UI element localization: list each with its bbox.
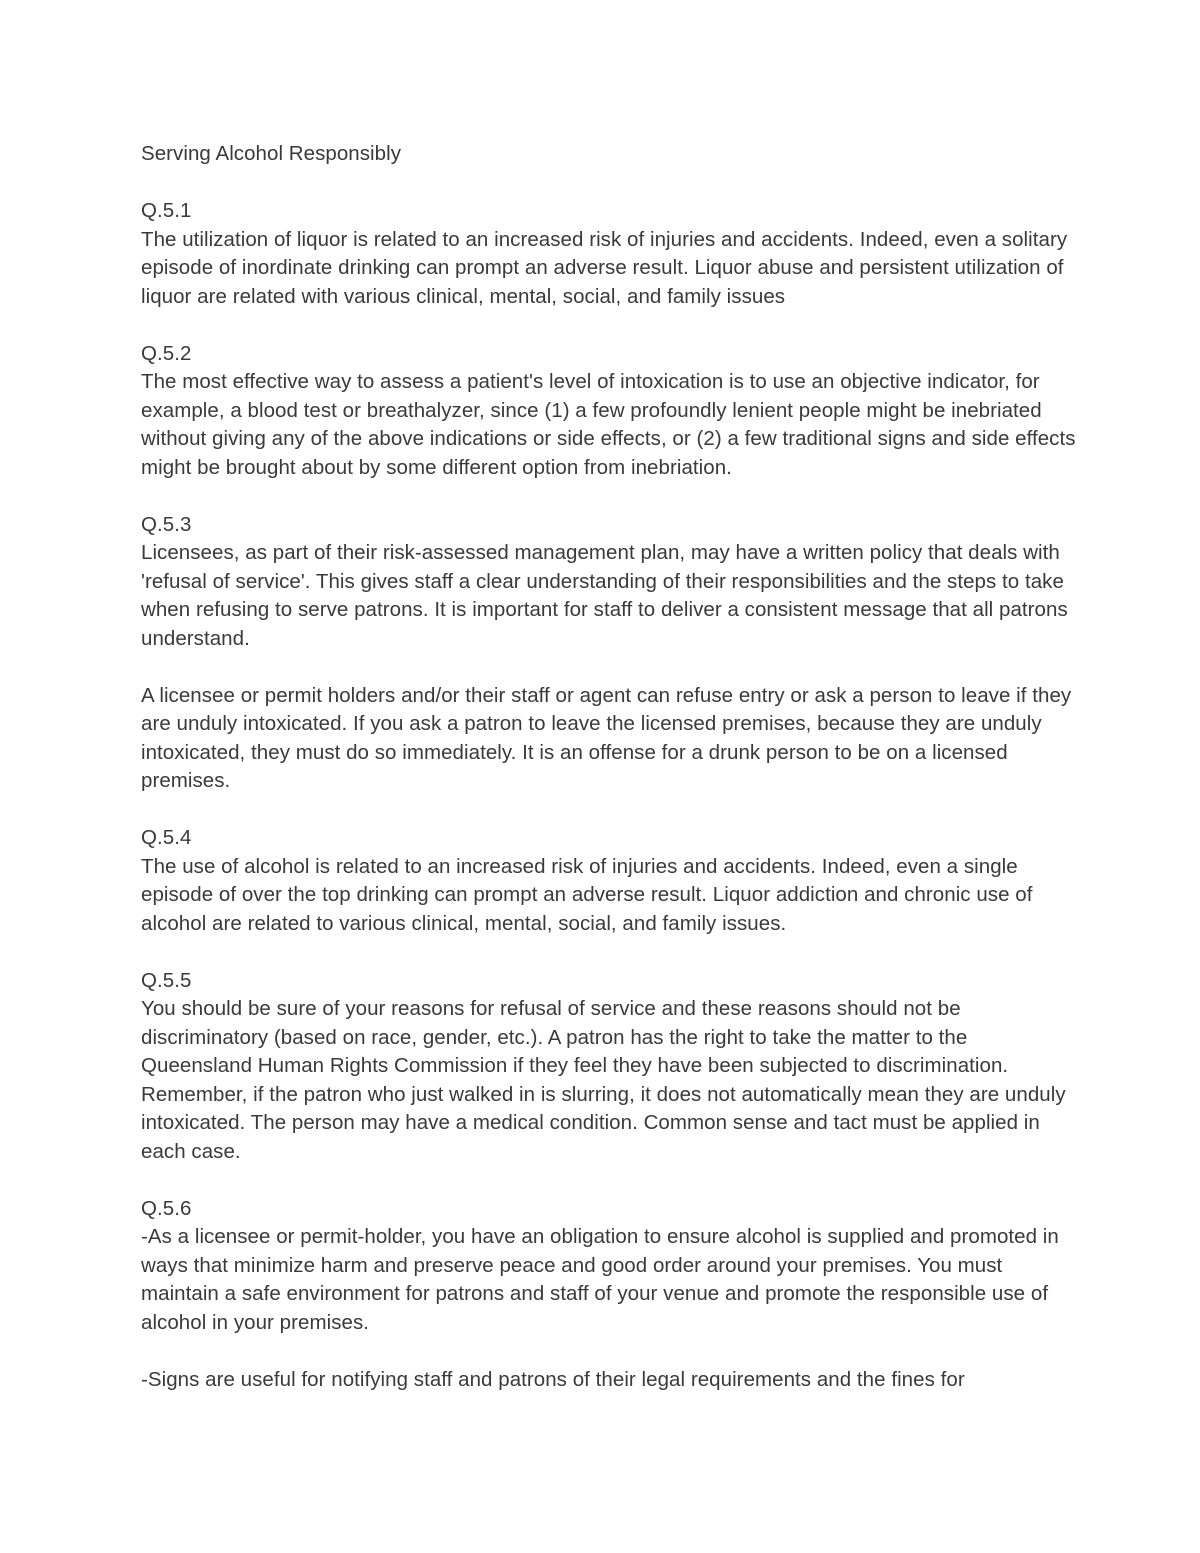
question-section: [141, 197, 1081, 311]
question-label: Q.5.4: [141, 826, 192, 849]
answer-paragraph: -Signs are useful for notifying staff and patrons of their legal requirements and the fines for: [141, 1367, 965, 1391]
question-label: Q.5.2: [141, 341, 192, 365]
document-title: Serving Alcohol Responsibly: [141, 142, 402, 165]
question-section: [141, 824, 1081, 938]
answer-paragraph: -As a licensee or permit-holder, you have an obligation to ensure alcohol is supplied and promoted in ways that minimize harm and preserve peace and good order around your premises. You must maintain a safe environment for patrons and staff of your venue and promote the responsible use of alcohol in your premises.: [141, 1225, 1059, 1334]
question-section: [141, 1195, 1081, 1395]
question-label: Q.5.5: [141, 968, 192, 992]
question-label: Q.5.3: [141, 512, 192, 536]
answer-paragraph: A licensee or permit holders and/or their staff or agent can refuse entry or ask a person to leave if they are unduly intoxicated. If you ask a patron to leave the licensed premises, because they are unduly intoxicated, they must do so immediately. It is an offense for a drunk person to be on a licensed premises.: [141, 683, 1072, 792]
answer-paragraph: Licensees, as part of their risk-assessed management plan, may have a written policy that deals with 'refusal of service'. This gives staff a clear understanding of their responsibilities and the steps to take when refusing to serve patrons. It is important for staff to deliver a consistent message that all patrons understand.: [141, 541, 1068, 650]
answer-paragraph: You should be sure of your reasons for refusal of service and these reasons should not be discriminatory (based on race, gender, etc.). A patron has the right to take the matter to the Queensland Human Rights Commission if they feel they have been subjected to discrimination. Remember, if the patron who just walked in is slurring, it does not automatically mean they are unduly intoxicated. The person may have a medical condition. Common sense and tact must be applied in each case.: [141, 997, 1066, 1163]
document-body: [141, 140, 1081, 1423]
answer-paragraph: The use of alcohol is related to an increased risk of injuries and accidents. Indeed, even a single episode of over the top drinking can prompt an adverse result. Liquor addiction and chronic use of alcohol are related to various clinical, mental, social, and family issues.: [141, 854, 1033, 935]
answer-paragraph: The most effective way to assess a patient's level of intoxication is to use an objective indicator, for example, a blood test or breathalyzer, since (1) a few profoundly lenient people might be inebriated without giving any of the above indications or side effects, or (2) a few traditional signs and side effects might be brought about by some different option from inebriation.: [141, 370, 1076, 479]
question-label: Q.5.6: [141, 1196, 192, 1220]
question-section: [141, 340, 1081, 483]
question-section: [141, 967, 1081, 1167]
answer-paragraph: The utilization of liquor is related to an increased risk of injuries and accidents. Indeed, even a solitary episode of inordinate drinking can prompt an adverse result. Liquor abuse and persistent utilization of liquor are related with various clinical, mental, social, and family issues: [141, 227, 1068, 308]
question-label: Q.5.1: [141, 199, 192, 222]
question-section: [141, 511, 1081, 796]
